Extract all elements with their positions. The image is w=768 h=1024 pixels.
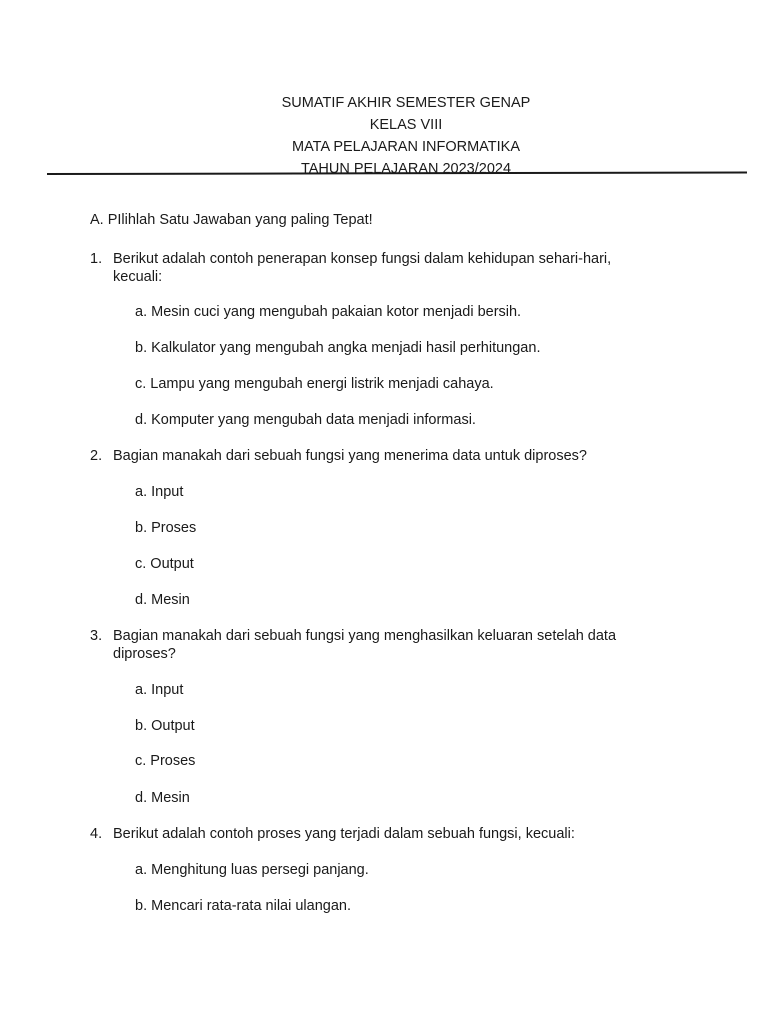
question-2-option-b: b. Proses (135, 520, 197, 536)
question-3-option-c: c. Proses (135, 753, 196, 769)
question-text: Bagian manakah dari sebuah fungsi yang menerima data untuk diproses? (113, 448, 587, 464)
question-number: 2. (90, 448, 103, 464)
header-subject: MATA PELAJARAN INFORMATIKA (291, 139, 520, 155)
question-1-option-c: c. Lampu yang mengubah energi listrik menjadi cahaya. (135, 376, 494, 392)
question-3 (90, 627, 650, 663)
question-4 (90, 825, 650, 843)
question-1 (90, 250, 650, 286)
question-3-option-a: a. Input (135, 682, 184, 698)
question-text: Bagian manakah dari sebuah fungsi yang menghasilkan keluaran setelah data diproses? (113, 628, 617, 662)
question-2-option-a: a. Input (135, 484, 184, 500)
section-instruction: A. PIlihlah Satu Jawaban yang paling Tepat! (90, 212, 373, 228)
question-text: Berikut adalah contoh proses yang terjadi dalam sebuah fungsi, kecuali: (113, 826, 575, 842)
question-2-option-d: d. Mesin (135, 592, 190, 608)
question-1-option-b: b. Kalkulator yang mengubah angka menjadi hasil perhitungan. (135, 340, 541, 356)
question-1-option-d: d. Komputer yang mengubah data menjadi informasi. (135, 412, 476, 428)
question-4-option-b: b. Mencari rata-rata nilai ulangan. (135, 898, 352, 914)
question-3-option-d: d. Mesin (135, 790, 190, 806)
header-class: KELAS VIII (369, 117, 443, 133)
question-2-option-c: c. Output (135, 556, 194, 572)
question-number: 1. (90, 251, 103, 267)
header-title: SUMATIF AKHIR SEMESTER GENAP (281, 95, 531, 111)
question-3-option-b: b. Output (135, 718, 195, 734)
document-header (0, 92, 768, 180)
question-2 (90, 447, 650, 465)
question-1-option-a: a. Mesin cuci yang mengubah pakaian kotor menjadi bersih. (135, 304, 522, 320)
question-number: 3. (90, 628, 103, 644)
question-text: Berikut adalah contoh penerapan konsep fungsi dalam kehidupan sehari-hari, kecuali: (113, 251, 612, 285)
question-number: 4. (90, 826, 103, 842)
header-year: TAHUN PELAJARAN 2023/2024 (300, 161, 512, 177)
question-4-option-a: a. Menghitung luas persegi panjang. (135, 862, 369, 878)
